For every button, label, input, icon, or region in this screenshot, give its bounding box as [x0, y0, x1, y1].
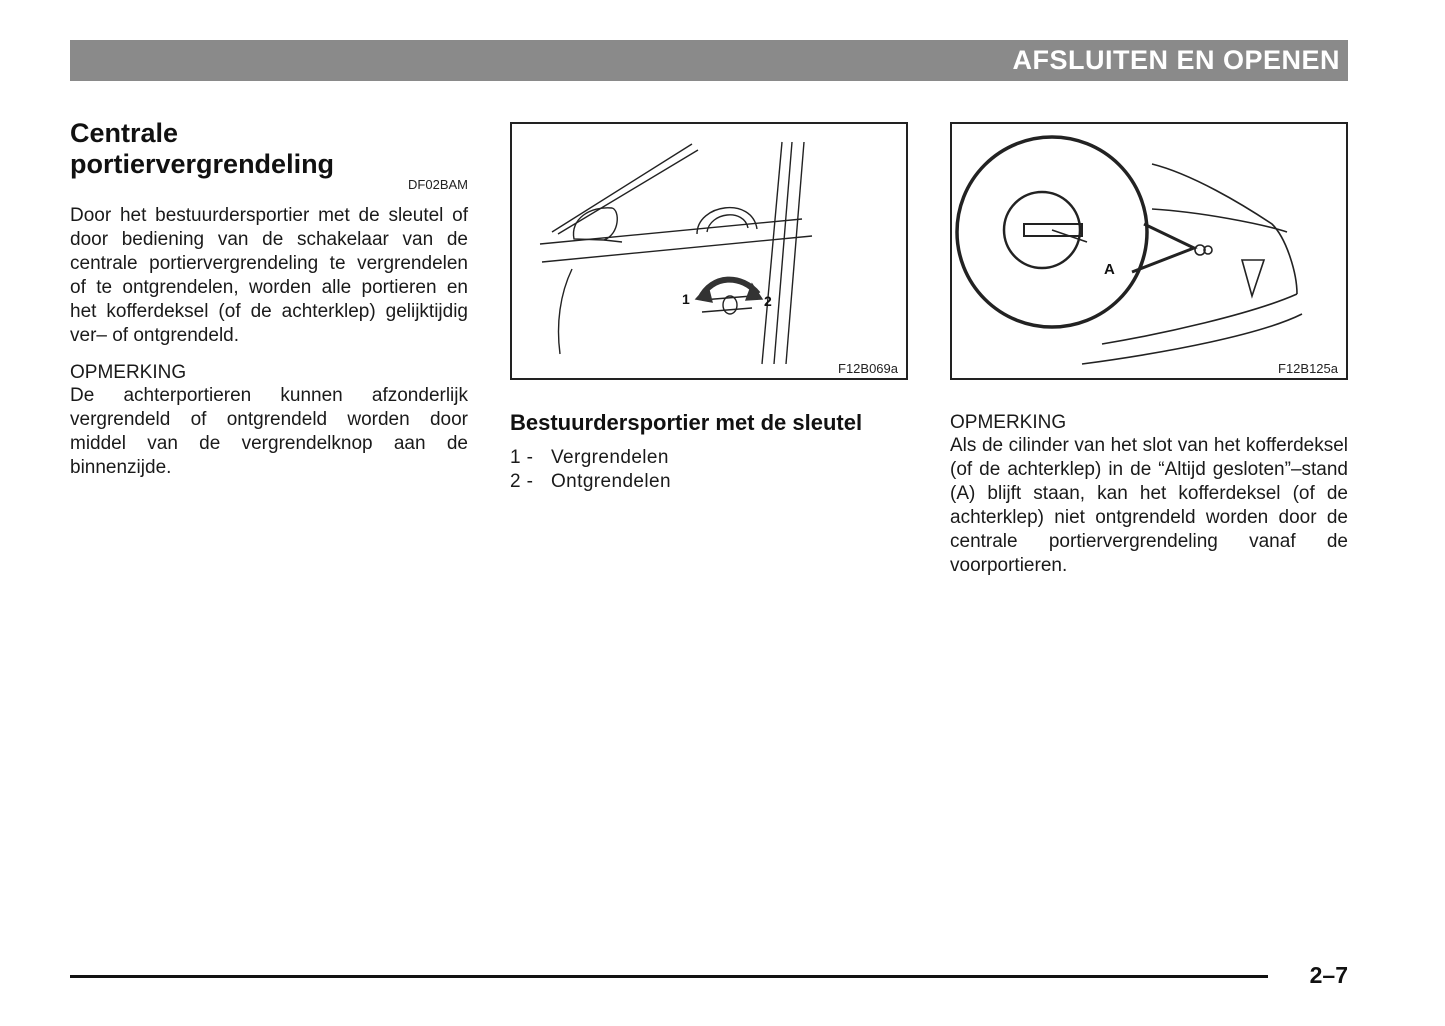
page-title	[70, 118, 468, 180]
footer-rule	[70, 975, 1268, 978]
trunk-lock-illustration	[952, 124, 1346, 378]
page-number: 2–7	[1309, 962, 1348, 988]
list-item	[510, 470, 908, 494]
figure-label-2: 2	[764, 293, 772, 309]
column-driver-door	[510, 122, 908, 494]
list-item-number: 2 -	[510, 471, 534, 492]
list-item	[510, 446, 908, 470]
title-line-1: Centrale	[70, 118, 179, 148]
figure-door-lock	[510, 122, 908, 380]
intro-paragraph: Door het bestuurdersportier met de sleutel of door bediening van de schakelaar van de centrale portiervergrendeling te vergrendelen of te ontgrendelen, worden alle portieren en het kofferdeksel (of de achterklep) gelijktijdig ver– of ontgrendeld.	[70, 205, 468, 346]
section-title: AFSLUITEN EN OPENEN	[1012, 45, 1340, 75]
door-lock-illustration	[512, 124, 906, 378]
note-text: De achterportieren kunnen afzonderlijk vergrendeld of ontgrendeld worden door middel van de vergrendelknop aan de binnenzijde.	[70, 385, 468, 478]
title-line-2: portiervergrendeling	[70, 149, 335, 179]
figure-trunk-lock	[950, 122, 1348, 380]
note-text: Als de cilinder van het slot van het kofferdeksel (of de achterklep) in de “Altijd gesloten”–stand (A) blijft staan, kan het kofferdeksel (of de achterklep) niet ontgrendeld worden door de centrale portiervergrendeling vanaf de voorportieren.	[950, 435, 1348, 576]
column-central-locking	[70, 118, 468, 480]
list-item-text: Vergrendelen	[551, 447, 669, 468]
figure-code: F12B125a	[1278, 361, 1338, 376]
reference-code: DF02BAM	[408, 177, 468, 192]
section-subtitle: Bestuurdersportier met de sleutel	[510, 410, 863, 435]
list-item-text: Ontgrendelen	[551, 471, 671, 492]
section-header	[70, 40, 1348, 81]
note-heading: OPMERKING	[950, 412, 1067, 433]
list-item-number: 1 -	[510, 447, 534, 468]
figure-code: F12B069a	[838, 361, 898, 376]
figure-label-1: 1	[682, 291, 690, 307]
note-heading: OPMERKING	[70, 362, 187, 383]
figure-label-a: A	[1104, 261, 1115, 278]
column-trunk-lock	[950, 122, 1348, 578]
